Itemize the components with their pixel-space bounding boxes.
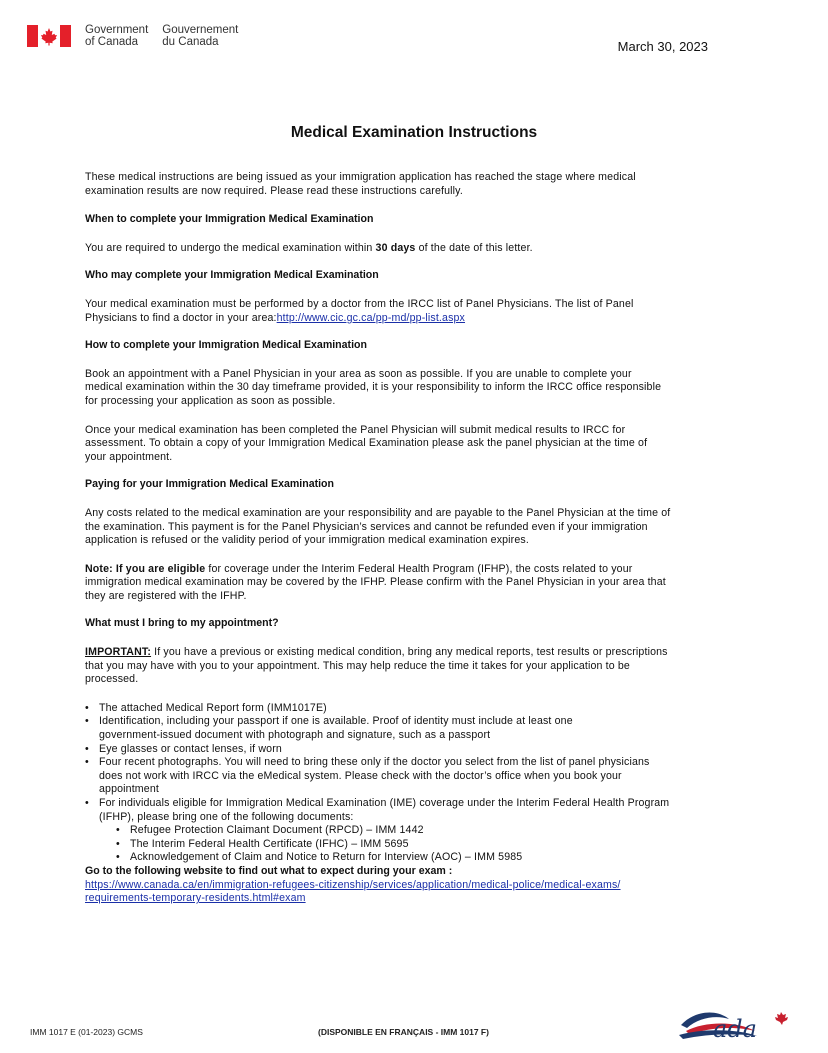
important-text: If you have a previous or existing medical condition, bring any medical reports, test results or prescriptions <box>151 646 668 659</box>
ifhp-note-line-2: immigration medical examination may be covered by the IFHP. Please confirm with the Panel Physician in your area that <box>85 576 666 589</box>
section-heading-bring: What must I bring to my appointment? <box>85 617 279 630</box>
when-text <box>85 242 745 256</box>
exam-info-link-part-1[interactable]: https://www.canada.ca/en/immigration-refugees-citizenship/services/application/medical-police/medical-exams/ <box>85 878 621 891</box>
paying-line: the examination. This payment is for the Panel Physician’s services and cannot be refunded even if your immigration <box>85 520 648 533</box>
important-line-3: processed. <box>85 673 139 686</box>
how-para-1-line: for processing your application as soon as possible. <box>85 394 336 407</box>
paying-line: application is refused or the validity period of your immigration medical examination expires. <box>85 534 529 547</box>
exam-info-link-line <box>85 892 745 906</box>
list-item: • For individuals eligible for Immigration Medical Examination (IME) coverage under the Interim Federal Health Program (IFHP), please bring one of the following documents: <box>85 797 745 824</box>
list-item: • Eye glasses or contact lenses, if worn <box>85 743 745 757</box>
when-text-after: of the date of this letter. <box>415 241 533 254</box>
how-para-2-line: your appointment. <box>85 450 173 463</box>
intro-line: These medical instructions are being issued as your immigration application has reached the stage where medical <box>85 171 636 183</box>
ifhp-note-line-3: they are registered with the IFHP. <box>85 589 247 602</box>
who-line-1: Your medical examination must be performed by a doctor from the IRCC list of Panel Physicians. The list of Panel <box>85 297 634 310</box>
letter-date: March 30, 2023 <box>617 39 708 54</box>
list-item: • Identification, including your passport if one is available. Proof of identity must include at least one government-issued document with photograph and signature, such as a passport <box>85 715 745 742</box>
section-heading-website: Go to the following website to find out what to expect during your exam : <box>85 864 453 877</box>
exam-info-link-line <box>85 879 745 893</box>
document-title: Medical Examination Instructions <box>290 124 538 141</box>
section-heading-when: When to complete your Immigration Medical Examination <box>85 213 374 226</box>
section-heading-paying: Paying for your Immigration Medical Examination <box>85 478 334 491</box>
important-label: IMPORTANT: <box>85 646 152 659</box>
how-para-2-line: Once your medical examination has been completed the Panel Physician will submit medical results to IRCC for <box>85 423 626 436</box>
section-heading-how: How to complete your Immigration Medical Examination <box>85 339 367 352</box>
exam-info-link-part-2[interactable]: requirements-temporary-residents.html#exam <box>85 892 306 905</box>
important-line-2: that you may have with you to your appointment. This may help reduce the time it takes for your application to be <box>85 659 630 672</box>
section-heading-who: Who may complete your Immigration Medical Examination <box>85 269 379 282</box>
signature-english <box>85 24 148 48</box>
form-code: IMM 1017 E (01-2023) GCMS <box>30 1027 143 1037</box>
important-line-1 <box>85 646 745 660</box>
ifhp-note-label: Note: If you are eligible <box>85 562 206 575</box>
who-line-2-prefix: Physicians to find a doctor in your area: <box>85 311 277 324</box>
government-signature <box>27 24 252 48</box>
signature-fr-line-1: Gouvernement <box>162 24 239 36</box>
ifhp-note-line-1 <box>85 563 745 577</box>
who-line-2 <box>85 312 745 326</box>
how-para-1-line: Book an appointment with a Panel Physician in your area as soon as possible. If you are unable to complete your <box>85 367 632 380</box>
when-deadline: 30 days <box>375 241 416 254</box>
list-item: • Four recent photographs. You will need to bring these only if the doctor you select from the list of panel physicians does not work with IRCC via the eMedical system. Please check with the doctor’s office when you book your appointment <box>85 756 745 797</box>
panel-physician-list-link[interactable]: http://www.cic.gc.ca/pp-md/pp-list.aspx <box>276 311 466 324</box>
when-text-before: You are required to undergo the medical examination within <box>85 241 376 254</box>
french-availability-note: (DISPONIBLE EN FRANÇAIS - IMM 1017 F) <box>318 1027 489 1037</box>
signature-en-line-2: of Canada <box>85 36 139 48</box>
sub-list-item: • The Interim Federal Health Certificate (IFHC) – IMM 5695 <box>85 838 745 852</box>
signature-fr-line-2: du Canada <box>162 36 219 48</box>
ifhp-note-text: for coverage under the Interim Federal Health Program (IFHP), the costs related to your <box>205 562 633 575</box>
list-item: • The attached Medical Report form (IMM1017E) <box>85 702 745 716</box>
sub-list-item: • Refugee Protection Claimant Document (RPCD) – IMM 1442 <box>85 824 745 838</box>
how-para-1-line: medical examination within the 30 day timeframe provided, it is your responsibility to inform the IRCC office responsible <box>85 381 662 394</box>
canada-wordmark-logo <box>677 1004 803 1044</box>
document-body <box>85 171 745 906</box>
sub-list-item: • Acknowledgement of Claim and Notice to Return for Interview (AOC) – IMM 5985 <box>85 851 745 865</box>
signature-french <box>162 24 238 48</box>
intro-line: examination results are now required. Please read these instructions carefully. <box>85 184 463 197</box>
signature-en-line-1: Government <box>85 24 149 36</box>
paying-line: Any costs related to the medical examination are your responsibility and are payable to the Panel Physician at the time of <box>85 506 671 519</box>
canada-flag-icon <box>27 25 71 47</box>
svg-text:ada: ada <box>713 1015 757 1043</box>
how-para-2-line: assessment. To obtain a copy of your Immigration Medical Examination please ask the panel physician at the time of <box>85 437 648 450</box>
